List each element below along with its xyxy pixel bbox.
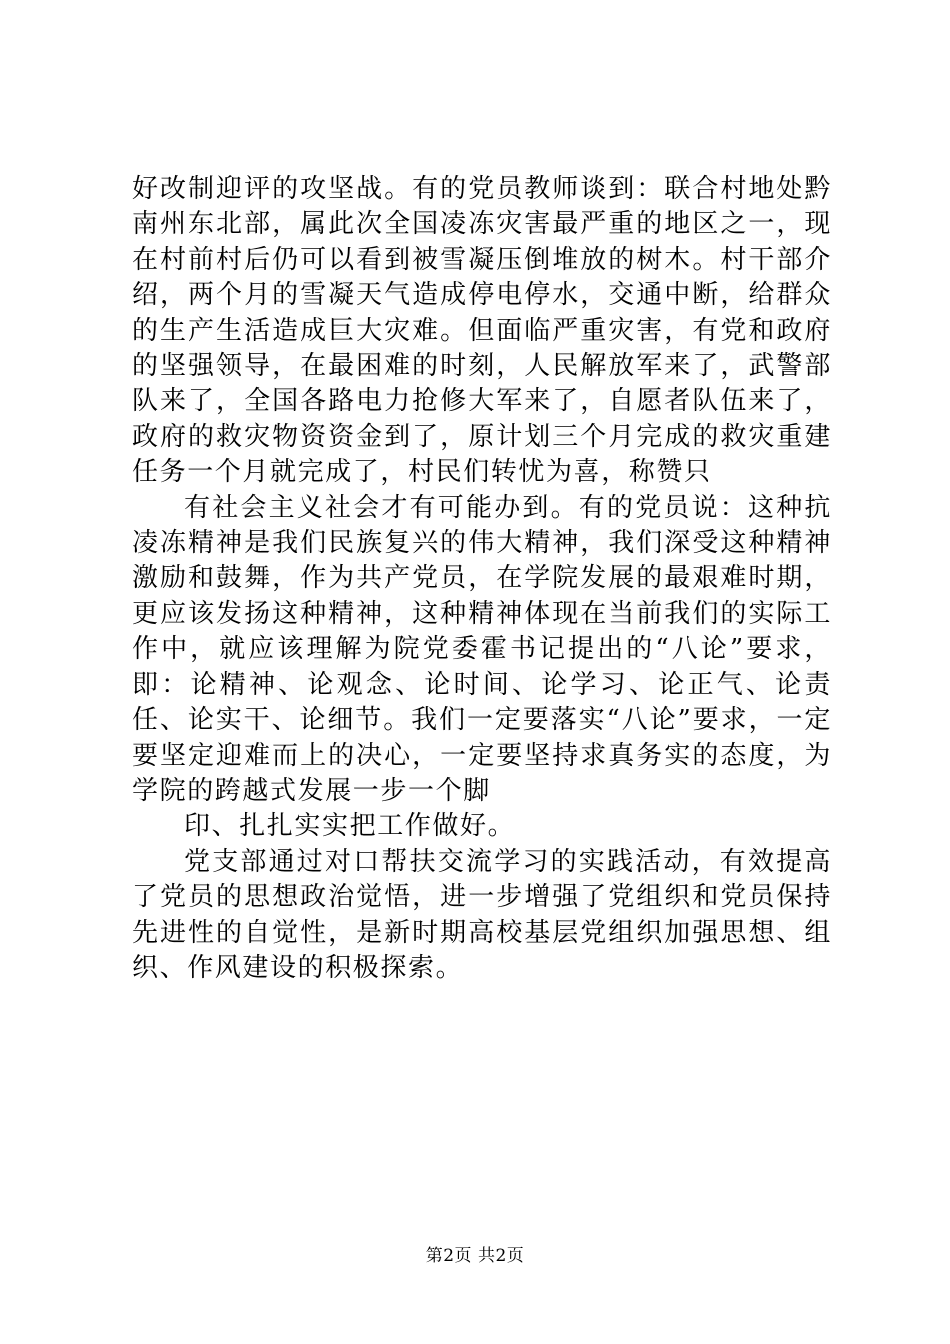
paragraph-2: 有社会主义社会才有可能办到。有的党员说：这种抗凌冻精神是我们民族复兴的伟大精神，我们深受这种精神激励和鼓舞，作为共产党员，在学院发展的最艰难时期，更应该发扬这种精神，这种精神体现在当前我们的实际工作中，就应该理解为院党委霍书记提出的“八论”要求，即：论精神、论观念、论时间、论学习、论正气、论责任、论实干、论细节。我们一定要落实“八论”要求，一定要坚定迎难而上的决心，一定要坚持求真务实的态度，为学院的跨越式发展一步一个脚 [132, 492, 832, 806]
page-number-label: 第2页 共2页 [425, 1246, 525, 1266]
page-footer [0, 1244, 950, 1268]
paragraph-4: 党支部通过对口帮扶交流学习的实践活动，有效提高了党员的思想政治觉悟，进一步增强了党组织和党员保持先进性的自觉性，是新时期高校基层党组织加强思想、组织、作风建设的积极探索。 [132, 846, 832, 983]
document-body [132, 172, 832, 986]
paragraph-3: 印、扎扎实实把工作做好。 [184, 811, 516, 842]
paragraph-1: 好改制迎评的攻坚战。有的党员教师谈到：联合村地处黔南州东北部，属此次全国凌冻灾害最严重的地区之一，现在村前村后仍可以看到被雪凝压倒堆放的树木。村干部介绍，两个月的雪凝天气造成停电停水，交通中断，给群众的生产生活造成巨大灾难。但面临严重灾害，有党和政府的坚强领导，在最困难的时刻，人民解放军来了，武警部队来了，全国各路电力抢修大军来了，自愿者队伍来了，政府的救灾物资资金到了，原计划三个月完成的救灾重建任务一个月就完成了，村民们转忧为喜，称赞只 [132, 174, 832, 488]
